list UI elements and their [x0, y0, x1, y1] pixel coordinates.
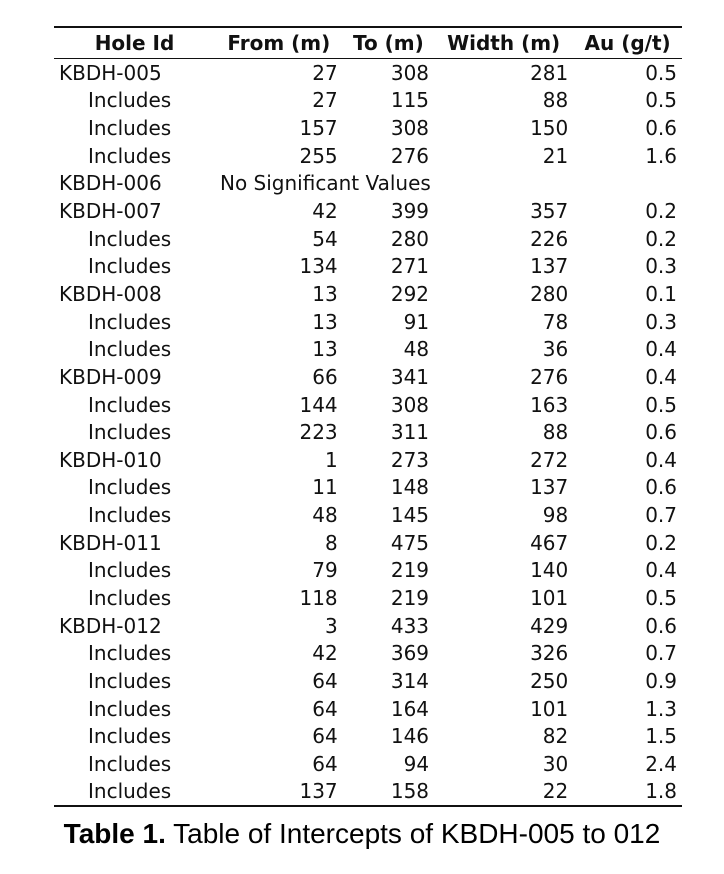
cell-hole-id: KBDH-011 — [59, 530, 162, 555]
cell-to: 369 — [390, 641, 430, 666]
cell-width: 88 — [542, 420, 569, 445]
cell-hole-id: Includes — [88, 337, 172, 362]
cell-from: 13 — [312, 309, 338, 334]
table-row — [54, 557, 682, 585]
cell-from: 118 — [299, 585, 338, 610]
table-row — [54, 584, 682, 612]
cell-hole-id: Includes — [88, 392, 172, 417]
cell-from: 64 — [312, 751, 338, 776]
cell-from: 3 — [324, 613, 338, 638]
cell-au: 0.3 — [645, 309, 677, 334]
cell-au: 1.8 — [645, 779, 677, 804]
cell-hole-id: KBDH-006 — [59, 171, 162, 196]
cell-from: 48 — [312, 503, 338, 528]
cell-width: 326 — [530, 641, 569, 666]
cell-to: 91 — [403, 309, 430, 334]
table-row — [54, 639, 682, 667]
cell-hole-id: KBDH-005 — [59, 60, 162, 85]
cell-width: 163 — [530, 392, 569, 417]
cell-width: 21 — [542, 143, 569, 168]
cell-note: No Significant Values — [220, 171, 431, 196]
cell-hole-id: Includes — [88, 116, 172, 141]
cell-to: 273 — [390, 447, 430, 472]
cell-au: 0.6 — [645, 420, 677, 445]
cell-au: 0.7 — [645, 503, 677, 528]
cell-from: 8 — [324, 530, 338, 555]
cell-hole-id: Includes — [88, 779, 172, 804]
table-row — [54, 612, 682, 640]
cell-from: 11 — [312, 475, 338, 500]
cell-hole-id: KBDH-010 — [59, 447, 162, 472]
cell-from: 64 — [312, 724, 338, 749]
cell-au: 0.7 — [645, 641, 677, 666]
cell-from: 27 — [312, 60, 338, 85]
cell-width: 98 — [542, 503, 569, 528]
cell-hole-id: Includes — [88, 226, 172, 251]
cell-to: 271 — [390, 254, 430, 279]
cell-from: 137 — [299, 779, 338, 804]
cell-au: 0.2 — [645, 226, 677, 251]
header-au: Au (g/t) — [573, 27, 682, 59]
cell-au: 1.6 — [645, 143, 677, 168]
cell-width: 429 — [530, 613, 569, 638]
cell-width: 137 — [530, 254, 569, 279]
cell-width: 467 — [530, 530, 569, 555]
cell-to: 115 — [390, 88, 430, 113]
cell-width: 250 — [530, 668, 569, 693]
cell-au: 0.5 — [645, 88, 677, 113]
cell-hole-id: Includes — [88, 475, 172, 500]
table-row — [54, 308, 682, 336]
caption-text: Table of Intercepts of KBDH-005 to 012 — [165, 818, 661, 849]
cell-au: 2.4 — [645, 751, 677, 776]
cell-hole-id: Includes — [88, 585, 172, 610]
table-row — [54, 335, 682, 363]
table-row — [54, 363, 682, 391]
table-header — [54, 27, 682, 59]
cell-width: 140 — [530, 558, 569, 583]
cell-from: 64 — [312, 696, 338, 721]
cell-from: 27 — [312, 88, 338, 113]
cell-to: 308 — [390, 392, 430, 417]
cell-to: 94 — [403, 751, 430, 776]
cell-au: 0.3 — [645, 254, 677, 279]
cell-from: 134 — [299, 254, 338, 279]
table-body — [54, 59, 682, 807]
table-row — [54, 695, 682, 723]
cell-width: 137 — [530, 475, 569, 500]
cell-au: 0.2 — [645, 199, 677, 224]
cell-from: 42 — [312, 199, 338, 224]
cell-from: 42 — [312, 641, 338, 666]
cell-hole-id: Includes — [88, 309, 172, 334]
cell-width: 88 — [542, 88, 569, 113]
table-row — [54, 170, 682, 198]
cell-to: 311 — [390, 420, 430, 445]
header-row — [54, 27, 682, 59]
cell-from: 144 — [299, 392, 338, 417]
cell-au: 0.5 — [645, 60, 677, 85]
cell-from: 54 — [312, 226, 338, 251]
table-row — [54, 252, 682, 280]
cell-hole-id: Includes — [88, 254, 172, 279]
cell-to: 341 — [390, 364, 430, 389]
header-from: From (m) — [215, 27, 343, 59]
cell-hole-id: Includes — [88, 558, 172, 583]
cell-au: 1.5 — [645, 724, 677, 749]
cell-hole-id: Includes — [88, 696, 172, 721]
intercepts-table-container — [54, 26, 682, 807]
cell-from: 13 — [312, 281, 338, 306]
cell-hole-id: Includes — [88, 724, 172, 749]
cell-to: 146 — [390, 724, 430, 749]
cell-from: 255 — [299, 143, 338, 168]
table-row — [54, 418, 682, 446]
cell-width: 78 — [542, 309, 569, 334]
cell-to: 145 — [390, 503, 430, 528]
table-row — [54, 529, 682, 557]
table-row — [54, 667, 682, 695]
cell-au: 0.6 — [645, 475, 677, 500]
table-row — [54, 778, 682, 807]
cell-width: 101 — [530, 585, 569, 610]
cell-to: 276 — [390, 143, 430, 168]
cell-to: 158 — [390, 779, 430, 804]
cell-au: 0.5 — [645, 585, 677, 610]
cell-au: 0.6 — [645, 613, 677, 638]
cell-to: 219 — [390, 585, 430, 610]
table-row — [54, 750, 682, 778]
cell-au: 0.5 — [645, 392, 677, 417]
cell-hole-id: Includes — [88, 503, 172, 528]
cell-from: 223 — [299, 420, 338, 445]
cell-au: 0.9 — [645, 668, 677, 693]
cell-au: 1.3 — [645, 696, 677, 721]
cell-to: 475 — [390, 530, 430, 555]
cell-width: 36 — [542, 337, 569, 362]
cell-hole-id: Includes — [88, 751, 172, 776]
cell-to: 48 — [403, 337, 430, 362]
cell-to: 164 — [390, 696, 430, 721]
cell-au: 0.6 — [645, 116, 677, 141]
cell-to: 292 — [390, 281, 430, 306]
table-row — [54, 59, 682, 87]
cell-hole-id: Includes — [88, 88, 172, 113]
table-row — [54, 197, 682, 225]
cell-from: 1 — [324, 447, 338, 472]
cell-au: 0.1 — [645, 281, 677, 306]
cell-au: 0.4 — [645, 447, 677, 472]
table-row — [54, 446, 682, 474]
cell-to: 308 — [390, 60, 430, 85]
table-row — [54, 87, 682, 115]
cell-from: 64 — [312, 668, 338, 693]
cell-au: 0.2 — [645, 530, 677, 555]
cell-to: 433 — [390, 613, 430, 638]
intercepts-table — [54, 26, 682, 807]
cell-width: 226 — [530, 226, 569, 251]
table-row — [54, 114, 682, 142]
cell-to: 219 — [390, 558, 430, 583]
cell-from: 66 — [312, 364, 338, 389]
cell-width: 276 — [530, 364, 569, 389]
cell-from: 13 — [312, 337, 338, 362]
cell-width: 280 — [530, 281, 569, 306]
cell-width: 150 — [530, 116, 569, 141]
cell-hole-id: KBDH-008 — [59, 281, 162, 306]
table-row — [54, 474, 682, 502]
cell-to: 399 — [390, 199, 430, 224]
cell-width: 82 — [542, 724, 569, 749]
cell-hole-id: KBDH-012 — [59, 613, 162, 638]
cell-hole-id: Includes — [88, 641, 172, 666]
cell-to: 308 — [390, 116, 430, 141]
cell-width: 281 — [530, 60, 569, 85]
cell-au: 0.4 — [645, 558, 677, 583]
cell-to: 280 — [390, 226, 430, 251]
cell-width: 22 — [542, 779, 569, 804]
cell-hole-id: KBDH-007 — [59, 199, 162, 224]
cell-hole-id: Includes — [88, 143, 172, 168]
caption-label: Table 1. — [63, 818, 166, 849]
cell-width: 357 — [530, 199, 569, 224]
header-to: To (m) — [343, 27, 434, 59]
cell-width: 272 — [530, 447, 569, 472]
cell-from: 79 — [312, 558, 338, 583]
cell-au: 0.4 — [645, 337, 677, 362]
cell-from: 157 — [299, 116, 338, 141]
cell-au: 0.4 — [645, 364, 677, 389]
cell-width: 30 — [542, 751, 569, 776]
header-hole-id: Hole Id — [54, 27, 215, 59]
cell-hole-id: KBDH-009 — [59, 364, 162, 389]
header-width: Width (m) — [434, 27, 573, 59]
table-row — [54, 280, 682, 308]
cell-hole-id: Includes — [88, 420, 172, 445]
table-row — [54, 501, 682, 529]
cell-to: 314 — [390, 668, 430, 693]
table-row — [54, 391, 682, 419]
table-row — [54, 225, 682, 253]
table-caption — [0, 818, 724, 850]
table-row — [54, 722, 682, 750]
table-row — [54, 142, 682, 170]
cell-to: 148 — [390, 475, 430, 500]
cell-width: 101 — [530, 696, 569, 721]
cell-hole-id: Includes — [88, 668, 172, 693]
